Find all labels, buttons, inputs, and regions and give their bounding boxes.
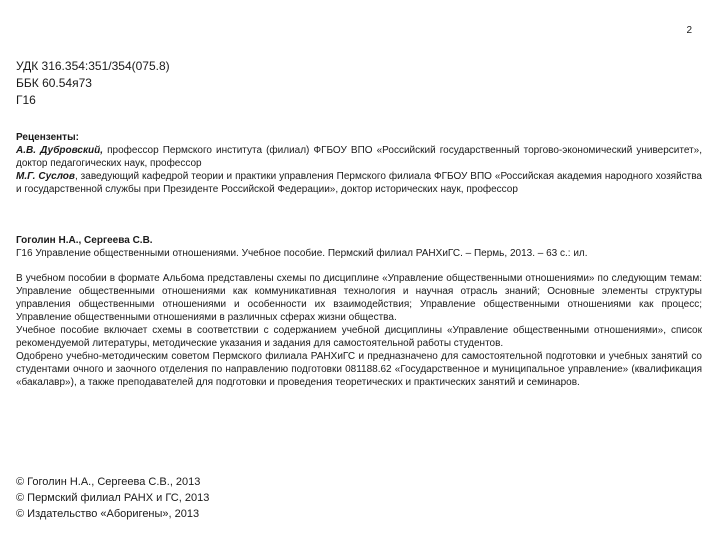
- author-mark: Г16: [16, 93, 36, 107]
- reviewer-2-text: , заведующий кафедрой теории и практики управления Пермского филиала ФГБОУ ВПО «Российская академия народного хозяйства и государственной службы при Президенте Российской Федерации», доктор исторических наук, профессор: [16, 171, 702, 195]
- reviewer-2: [16, 170, 702, 196]
- abstract-paragraph-2: Учебное пособие включает схемы в соответствии с содержанием учебной дисциплины «Управление общественными отношениями», список рекомендуемой литературы, методические указания и задания для самостоятельной работы студентов.: [16, 325, 702, 349]
- reviewers-heading: Рецензенты:: [16, 132, 79, 143]
- reviewer-1-name: А.В. Дубровский,: [16, 145, 104, 156]
- udk-code: УДК 316.354:351/354(075.8): [16, 59, 170, 73]
- copyright-line: © Издательство «Аборигены», 2013: [16, 508, 200, 520]
- abstract-section: [16, 272, 702, 389]
- copyright-line: © Пермский филиал РАНХ и ГС, 2013: [16, 492, 210, 504]
- copyright-line: © Гоголин Н.А., Сергеева С.В., 2013: [16, 476, 201, 488]
- abstract-paragraph-1: В учебном пособии в формате Альбома представлены схемы по дисциплине «Управление общественными отношениями» по следующим темам: Управление общественными отношениями как коммуникативная технология и научная отрасль знаний; Основные элементы структуры управления общественными отношениями и особенности их взаимодействия; Управление общественными отношениями как процесс; Управление общественными отношениями в различных сферах жизни общества.: [16, 273, 702, 323]
- page-number: 2: [686, 25, 692, 36]
- bbk-code: ББК 60.54я73: [16, 76, 92, 90]
- bibliographic-citation: Г16 Управление общественными отношениями. Учебное пособие. Пермский филиал РАНХиГС. – Пермь, 2013. – 63 с.: ил.: [16, 248, 588, 259]
- authors-names: Гоголин Н.А., Сергеева С.В.: [16, 235, 153, 246]
- authors-section: [16, 234, 702, 260]
- reviewer-2-name: М.Г. Суслов: [16, 171, 75, 182]
- reviewer-1: [16, 144, 702, 170]
- abstract-paragraph-3: Одобрено учебно-методическим советом Пермского филиала РАНХиГС и предназначено для самостоятельной подготовки и учебных занятий со студентами очного и заочного отделения по направлению подготовки 081188.62 «Государственное и муниципальное управление» (квалификация «бакалавр»), а также преподавателей для подготовки и проведения теоретических и практических занятий и семинаров.: [16, 351, 702, 388]
- classification-codes: [16, 58, 170, 109]
- copyright-section: [16, 474, 702, 522]
- reviewers-section: [16, 131, 702, 196]
- reviewer-1-text: профессор Пермского института (филиал) ФГБОУ ВПО «Российский государственный торгово-экономический университет», доктор педагогических наук, профессор: [16, 145, 702, 169]
